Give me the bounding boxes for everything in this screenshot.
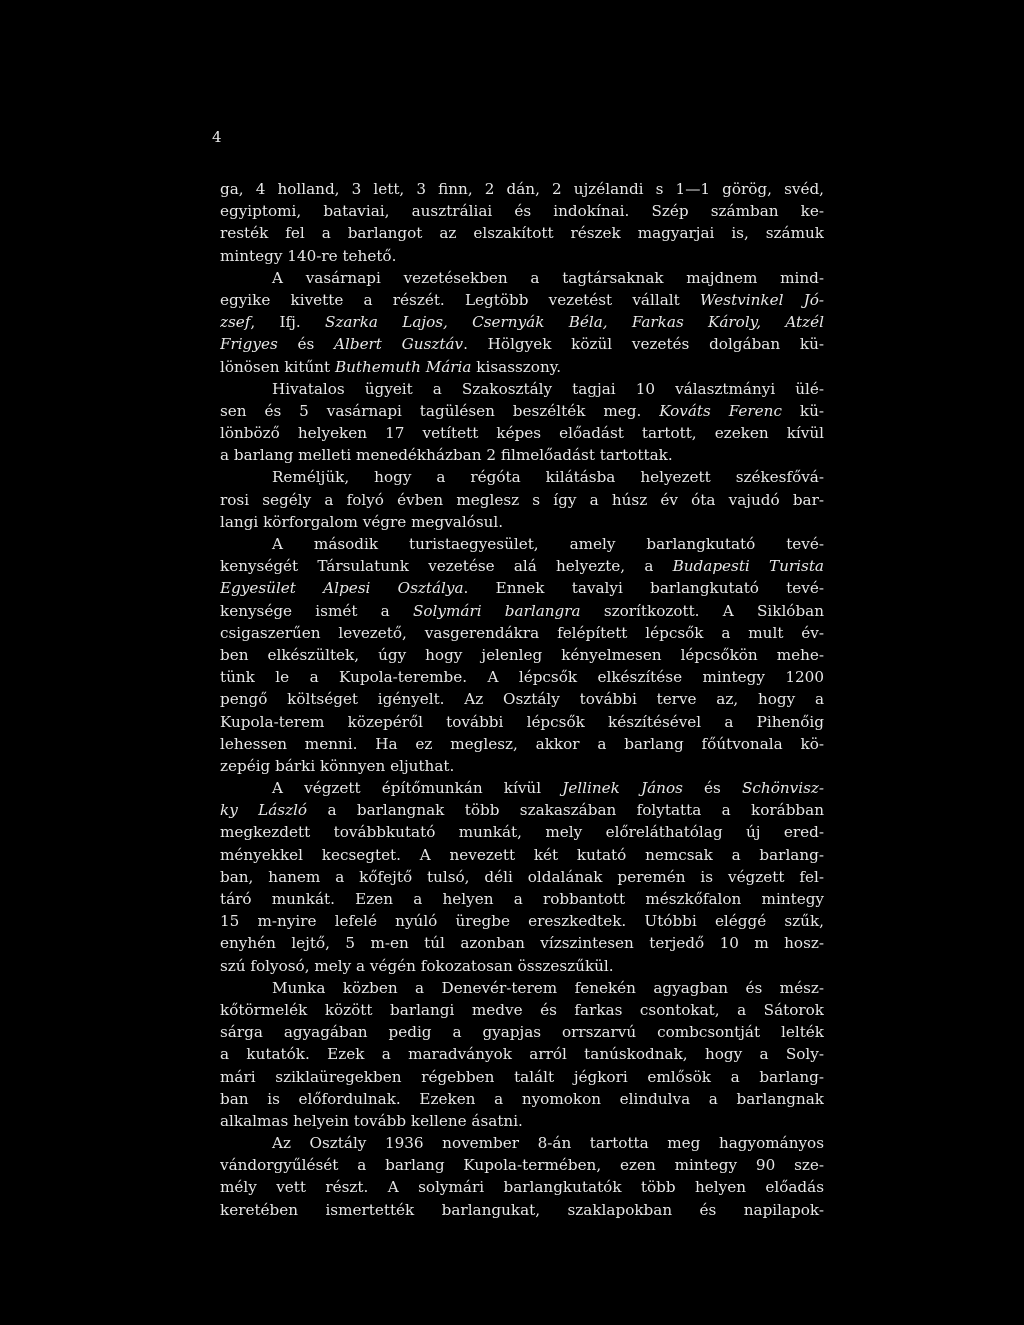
body-text <box>220 178 824 1221</box>
text-segment: szú folyosó, mely a végén fokozatosan összeszűkül. <box>220 956 614 975</box>
text-line <box>220 555 824 577</box>
text-segment: Munka közben a Denevér-terem fenekén agyagban és mész- <box>272 978 824 997</box>
italic-name: Schönvisz- <box>742 779 824 798</box>
text-segment: sárga agyagában pedig a gyapjas orrszarvú combcsontját lelték <box>220 1023 824 1042</box>
text-line <box>220 1132 824 1154</box>
text-line <box>220 178 824 200</box>
text-line <box>220 910 824 932</box>
text-segment: Kupola-terem közepéről további lépcsők készítésével a Pihenőig <box>220 712 824 731</box>
text-line <box>220 311 824 333</box>
italic-name: Szarka Lajos, Csernyák Béla, Farkas Károly, Atzél <box>324 313 824 332</box>
text-line <box>220 799 824 821</box>
text-segment: vándorgyűlését a barlang Kupola-termében, ezen mintegy 90 sze- <box>220 1156 824 1175</box>
text-segment: ményekkel kecsegtet. A nevezett két kutató nemcsak a barlang- <box>220 845 824 864</box>
text-segment: táró munkát. Ezen a helyen a robbantott mészkőfalon mintegy <box>220 890 824 908</box>
text-segment: ben elkészültek, úgy hogy jelenleg kényelmesen lépcsőkön mehe- <box>220 645 824 664</box>
text-segment: Az Osztály 1936 november 8-án tartotta meg hagyományos <box>272 1134 824 1153</box>
text-line <box>220 466 824 488</box>
text-line <box>220 222 824 244</box>
text-line <box>220 622 824 644</box>
text-segment: mély vett részt. A solymári barlangkutatók több helyen előadás <box>220 1178 824 1197</box>
text-line <box>220 688 824 710</box>
text-line <box>220 1066 824 1088</box>
text-segment: rosi segély a folyó évben meglesz s így a húsz év óta vajudó bar- <box>220 490 824 509</box>
italic-name: Egyesület Alpesi Osztálya <box>220 579 464 598</box>
text-line <box>220 999 824 1021</box>
text-line <box>220 245 824 267</box>
text-segment: . Ennek tavalyi barlangkutató tevé- <box>463 579 824 598</box>
text-segment: keretében ismertették barlangukat, szaklapokban és napilapok- <box>220 1200 824 1219</box>
text-segment: Hivatalos ügyeit a Szakosztály tagjai 10 választmányi ülé- <box>272 379 824 398</box>
text-segment: a barlang melleti menedékházban 2 filmelőadást tartottak. <box>220 446 673 465</box>
text-line <box>220 821 824 843</box>
text-segment: A végzett építőmunkán kívül <box>272 779 563 798</box>
italic-name: ky László <box>220 801 308 820</box>
page-number: 4 <box>212 128 222 146</box>
text-segment: sen és 5 vasárnapi tagülésen beszélték meg. <box>220 401 660 420</box>
text-segment: , Ifj. <box>250 313 325 332</box>
text-line <box>220 356 824 378</box>
text-segment: ban, hanem a kőfejtő tulsó, déli oldalának peremén is végzett fel- <box>220 867 824 886</box>
text-segment: megkezdett továbbkutató munkát, mely előreláthatólag új ered- <box>220 823 824 842</box>
text-segment: csigaszerűen levezető, vasgerendákra felépített lépcsők a mult év- <box>220 623 824 642</box>
text-segment: alkalmas helyein tovább kellene ásatni. <box>220 1111 523 1130</box>
text-segment: Reméljük, hogy a régóta kilátásba helyezett székesfővá- <box>272 468 824 487</box>
text-line <box>220 888 824 910</box>
text-line <box>220 1043 824 1065</box>
text-line <box>220 200 824 222</box>
text-line <box>220 489 824 511</box>
text-line <box>220 711 824 733</box>
italic-name: Buthemuth Mária <box>334 357 472 376</box>
italic-name: Westvinkel Jó- <box>699 290 824 309</box>
text-line <box>220 378 824 400</box>
text-segment: A második turistaegyesület, amely barlangkutató tevé- <box>272 535 824 553</box>
text-segment: lönböző helyeken 17 vetített képes előadást tartott, ezeken kívül <box>220 424 824 443</box>
text-segment: a kutatók. Ezek a maradványok arról tanúskodnak, hogy a Soly- <box>220 1045 824 1064</box>
text-line <box>220 1176 824 1198</box>
text-segment: kü- <box>781 401 824 420</box>
text-segment: 15 m-nyire lefelé nyúló üregbe ereszkedtek. Utóbbi eléggé szűk, <box>220 912 824 931</box>
text-line <box>220 733 824 755</box>
text-line <box>220 644 824 666</box>
text-line <box>220 333 824 355</box>
text-line <box>220 666 824 688</box>
text-segment: kenysége ismét a <box>220 601 413 620</box>
text-segment: . Hölgyek közül vezetés dolgában kü- <box>463 335 824 354</box>
text-line <box>220 289 824 311</box>
text-line <box>220 1021 824 1043</box>
italic-name: Jellinek János <box>562 779 683 798</box>
text-segment: tünk le a Kupola-terembe. A lépcsők elkészítése mintegy 1200 <box>220 668 824 687</box>
text-line <box>220 866 824 888</box>
text-segment: egyiptomi, bataviai, ausztráliai és indokínai. Szép számban ke- <box>220 202 824 221</box>
italic-name: Kováts Ferenc <box>659 401 782 420</box>
text-segment: lehessen menni. Ha ez meglesz, akkor a barlang főútvonala kö- <box>220 734 824 753</box>
text-segment: mintegy 140-re tehető. <box>220 246 397 265</box>
text-segment: A vasárnapi vezetésekben a tagtársaknak majdnem mind- <box>272 268 824 287</box>
text-line <box>220 511 824 533</box>
text-segment: pengő költséget igényelt. Az Osztály további terve az, hogy a <box>220 690 824 709</box>
text-segment: szorítkozott. A Siklóban <box>580 601 824 620</box>
text-line <box>220 777 824 799</box>
text-line <box>220 267 824 289</box>
text-segment: enyhén lejtő, 5 m-en túl azonban vízszintesen terjedő 10 m hosz- <box>220 934 824 953</box>
text-line <box>220 444 824 466</box>
text-line <box>220 1110 824 1132</box>
text-line <box>220 977 824 999</box>
text-line <box>220 400 824 422</box>
text-segment: resték fel a barlangot az elszakított részek magyarjai is, számuk <box>220 224 824 243</box>
text-line <box>220 1088 824 1110</box>
text-segment: ban is előfordulnak. Ezeken a nyomokon elindulva a barlangnak <box>220 1089 824 1108</box>
text-line <box>220 533 824 555</box>
text-line <box>220 1199 824 1221</box>
text-segment: mári sziklaüregekben régebben talált jégkori emlősök a barlang- <box>220 1067 824 1086</box>
text-line <box>220 1154 824 1176</box>
text-segment: és <box>682 779 743 798</box>
text-segment: egyike kivette a részét. Legtöbb vezetést vállalt <box>220 290 700 309</box>
italic-name: Frigyes <box>220 335 278 354</box>
text-line <box>220 577 824 599</box>
text-segment: kenységét Társulatunk vezetése alá helyezte, a <box>220 557 673 576</box>
text-segment: lönösen kitűnt <box>220 357 335 376</box>
text-line <box>220 600 824 622</box>
italic-name: Solymári barlangra <box>413 601 581 620</box>
text-segment: kisasszony. <box>471 357 562 376</box>
text-line <box>220 422 824 444</box>
italic-name: Albert Gusztáv <box>334 335 464 354</box>
text-line <box>220 955 824 977</box>
text-segment: zepéig bárki könnyen eljuthat. <box>220 756 455 775</box>
text-segment: és <box>277 335 335 354</box>
text-segment: ga, 4 holland, 3 lett, 3 finn, 2 dán, 2 ujzélandi s 1—1 görög, svéd, <box>220 180 824 198</box>
text-segment: langi körforgalom végre megvalósul. <box>220 512 504 531</box>
italic-name: zsef <box>220 313 251 332</box>
text-segment: kőtörmelék között barlangi medve és farkas csontokat, a Sátorok <box>220 1000 824 1019</box>
text-line <box>220 755 824 777</box>
text-line <box>220 932 824 954</box>
text-segment: a barlangnak több szakaszában folytatta a korábban <box>307 801 824 820</box>
text-line <box>220 844 824 866</box>
italic-name: Budapesti Turista <box>672 557 824 576</box>
